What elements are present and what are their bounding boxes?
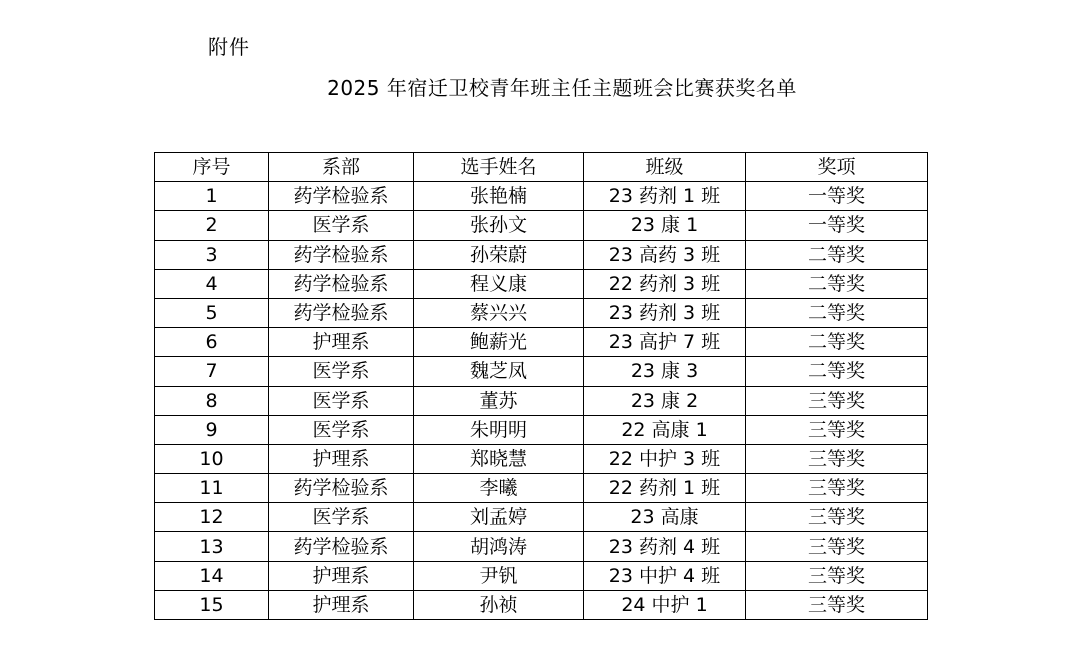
- contestant-name-cell: 刘孟婷: [414, 503, 584, 532]
- table-row: [155, 240, 928, 269]
- class-cell: 23 中护 4 班: [584, 561, 746, 590]
- award-cell: 三等奖: [746, 503, 928, 532]
- award-cell: 三等奖: [746, 532, 928, 561]
- contestant-name-cell: 张孙文: [414, 211, 584, 240]
- award-cell: 二等奖: [746, 298, 928, 327]
- table-row: [155, 532, 928, 561]
- contestant-name-cell: 尹钒: [414, 561, 584, 590]
- table-row: [155, 386, 928, 415]
- department-cell: 医学系: [269, 211, 414, 240]
- serial-cell: 14: [155, 561, 269, 590]
- class-cell: 23 康 2: [584, 386, 746, 415]
- document-title: 2025 年宿迁卫校青年班主任主题班会比赛获奖名单: [327, 76, 797, 100]
- table-row: [155, 561, 928, 590]
- header-row: [155, 153, 928, 182]
- serial-cell: 9: [155, 415, 269, 444]
- department-cell: 护理系: [269, 590, 414, 619]
- attachment-label: 附件: [208, 35, 250, 59]
- contestant-name-cell: 程义康: [414, 269, 584, 298]
- contestant-name-cell: 孙荣蔚: [414, 240, 584, 269]
- award-cell: 一等奖: [746, 182, 928, 211]
- award-cell: 三等奖: [746, 415, 928, 444]
- serial-cell: 11: [155, 474, 269, 503]
- table-row: [155, 357, 928, 386]
- department-cell: 护理系: [269, 561, 414, 590]
- table-row: [155, 474, 928, 503]
- table-row: [155, 444, 928, 473]
- table-row: [155, 269, 928, 298]
- serial-cell: 3: [155, 240, 269, 269]
- department-cell: 医学系: [269, 415, 414, 444]
- award-table: [154, 152, 928, 620]
- department-cell: 药学检验系: [269, 298, 414, 327]
- serial-cell: 7: [155, 357, 269, 386]
- serial-cell: 1: [155, 182, 269, 211]
- contestant-name-cell: 张艳楠: [414, 182, 584, 211]
- award-cell: 三等奖: [746, 561, 928, 590]
- department-cell: 护理系: [269, 444, 414, 473]
- header-serial-number: 序号: [155, 153, 269, 182]
- table-row: [155, 211, 928, 240]
- class-cell: 23 药剂 3 班: [584, 298, 746, 327]
- department-cell: 药学检验系: [269, 474, 414, 503]
- class-cell: 23 康 1: [584, 211, 746, 240]
- class-cell: 23 高药 3 班: [584, 240, 746, 269]
- contestant-name-cell: 胡鸿涛: [414, 532, 584, 561]
- award-cell: 二等奖: [746, 240, 928, 269]
- serial-cell: 10: [155, 444, 269, 473]
- department-cell: 药学检验系: [269, 240, 414, 269]
- class-cell: 23 高康: [584, 503, 746, 532]
- class-cell: 23 高护 7 班: [584, 328, 746, 357]
- serial-cell: 15: [155, 590, 269, 619]
- department-cell: 医学系: [269, 503, 414, 532]
- department-cell: 医学系: [269, 357, 414, 386]
- award-cell: 二等奖: [746, 269, 928, 298]
- serial-cell: 6: [155, 328, 269, 357]
- award-cell: 一等奖: [746, 211, 928, 240]
- contestant-name-cell: 孙祯: [414, 590, 584, 619]
- class-cell: 23 药剂 1 班: [584, 182, 746, 211]
- contestant-name-cell: 李曦: [414, 474, 584, 503]
- contestant-name-cell: 董苏: [414, 386, 584, 415]
- department-cell: 药学检验系: [269, 532, 414, 561]
- department-cell: 护理系: [269, 328, 414, 357]
- serial-cell: 13: [155, 532, 269, 561]
- award-cell: 二等奖: [746, 357, 928, 386]
- class-cell: 23 药剂 4 班: [584, 532, 746, 561]
- header-department: 系部: [269, 153, 414, 182]
- header-award: 奖项: [746, 153, 928, 182]
- department-cell: 药学检验系: [269, 182, 414, 211]
- contestant-name-cell: 蔡兴兴: [414, 298, 584, 327]
- table-row: [155, 298, 928, 327]
- award-cell: 三等奖: [746, 474, 928, 503]
- class-cell: 22 中护 3 班: [584, 444, 746, 473]
- serial-cell: 8: [155, 386, 269, 415]
- class-cell: 22 药剂 1 班: [584, 474, 746, 503]
- contestant-name-cell: 魏芝凤: [414, 357, 584, 386]
- class-cell: 24 中护 1: [584, 590, 746, 619]
- department-cell: 医学系: [269, 386, 414, 415]
- table-header: [155, 153, 928, 182]
- contestant-name-cell: 鲍薪光: [414, 328, 584, 357]
- table-body: [155, 182, 928, 620]
- award-cell: 三等奖: [746, 386, 928, 415]
- header-class: 班级: [584, 153, 746, 182]
- award-cell: 三等奖: [746, 444, 928, 473]
- serial-cell: 12: [155, 503, 269, 532]
- table-row: [155, 503, 928, 532]
- table-row: [155, 328, 928, 357]
- serial-cell: 4: [155, 269, 269, 298]
- serial-cell: 5: [155, 298, 269, 327]
- table-row: [155, 590, 928, 619]
- header-contestant-name: 选手姓名: [414, 153, 584, 182]
- serial-cell: 2: [155, 211, 269, 240]
- contestant-name-cell: 朱明明: [414, 415, 584, 444]
- contestant-name-cell: 郑晓慧: [414, 444, 584, 473]
- department-cell: 药学检验系: [269, 269, 414, 298]
- table-row: [155, 415, 928, 444]
- award-cell: 二等奖: [746, 328, 928, 357]
- award-cell: 三等奖: [746, 590, 928, 619]
- class-cell: 23 康 3: [584, 357, 746, 386]
- class-cell: 22 高康 1: [584, 415, 746, 444]
- table-row: [155, 182, 928, 211]
- class-cell: 22 药剂 3 班: [584, 269, 746, 298]
